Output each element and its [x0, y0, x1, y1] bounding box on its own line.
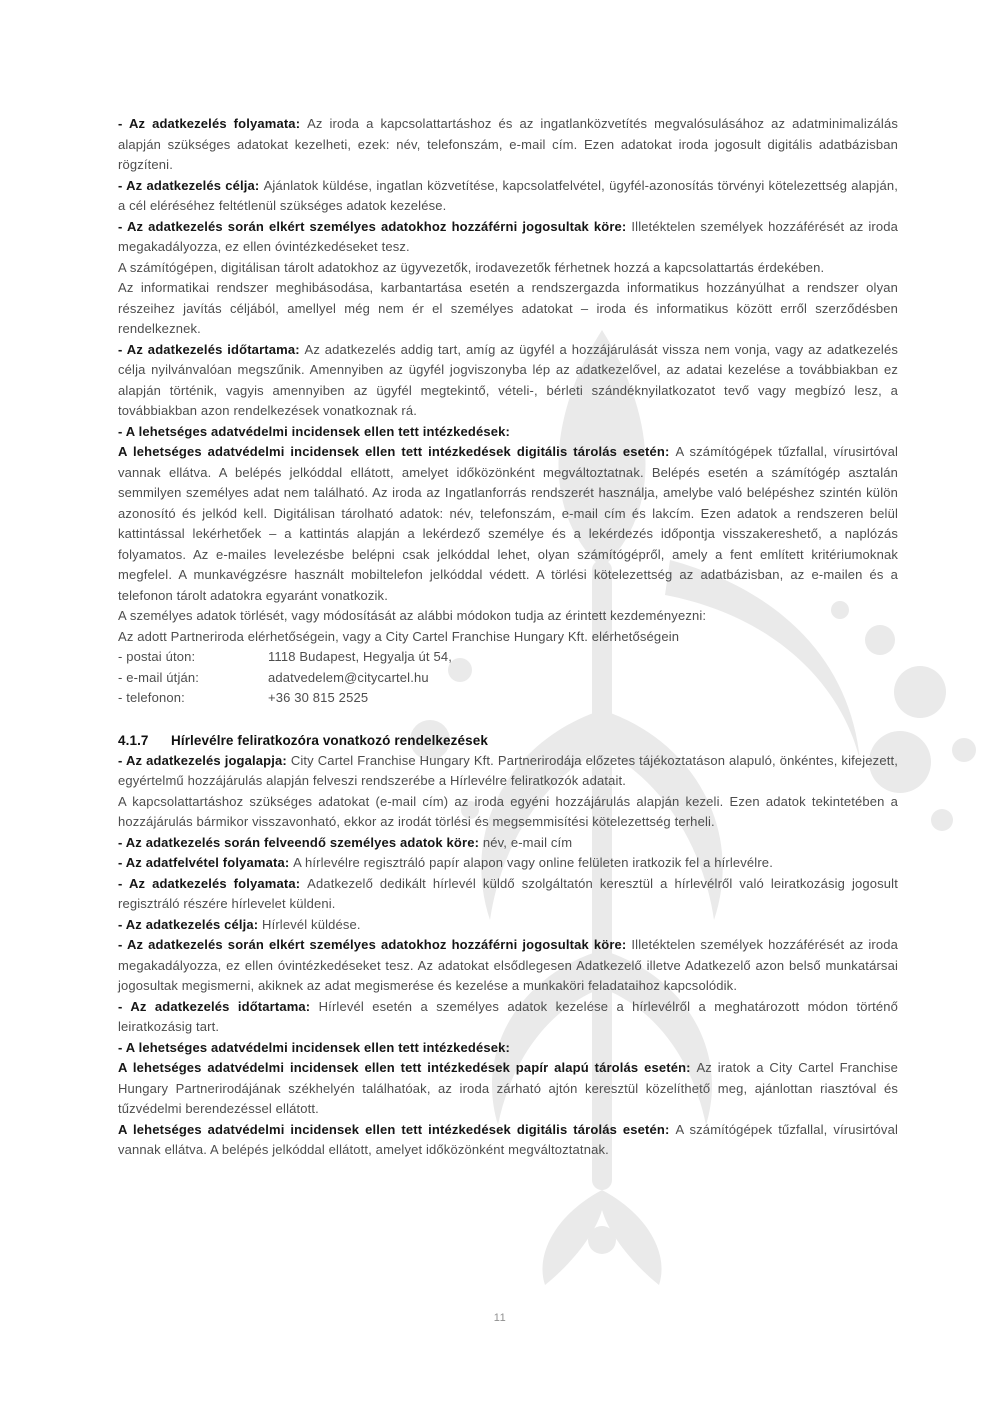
paragraph [118, 217, 898, 258]
section-title: Hírlevélre feliratkozóra vonatkozó rendelkezések [171, 732, 488, 748]
bold-text: - Az adatkezelés időtartama: [118, 998, 319, 1014]
body-text: A számítógépek tűzfallal, vírusirtóval vannak ellátva. A belépés jelkóddal ellátott, amelyet időközönként megváltoztatnak. Belépés esetén a számítógép asztalán semmilyen személyes adat nem található. Az iroda az Ingatlanforrás rendszerét használja, amelybe való belépéshez szintén külön azonosító és jelkód kell. Digitálisan tárolható adatok: név, telefonszám, e-mail cím és lakcím. Ezen adatok a rendszeren belül kattintással lekérhetőek – a kattintás alapján a lekérdező személye és a lekérdezés időpontja visszakereshető, a naplózás folyamatos. Az e-mailes levelezésbe belépni csak jelkóddal lehet, olyan számítógépről, amely a fent említett kritériumoknak megfelel. A munkavégzésre használt mobiltelefon jelkóddal védett. A törlési kötelezettség az adatbázisban, az e-mailen és a telefonon tárolt adatokra egyaránt vonatkozik. [118, 444, 898, 603]
paragraph [118, 340, 898, 422]
paragraph [118, 751, 898, 792]
body-text: Illetéktelen személyek hozzáférését az iroda megakadályozza, ez ellen óvintézkedéseket tesz. Az adatokat elsődlegesen Adatkezelő illetve Adatkezelő azon belső munkatársai jogosultak megismerni, akiknek az adat megismerése és kezelése a munkaköri feladataihoz kapcsolódik. [118, 937, 898, 993]
paragraph [118, 915, 898, 936]
body-text: név, e-mail cím [482, 834, 573, 850]
paragraph [118, 278, 898, 340]
contact-value: adatvedelem@citycartel.hu [268, 669, 429, 685]
paragraph [118, 1120, 898, 1161]
body-text: A személyes adatok törlését, vagy módosítását az alábbi módokon tudja az érintett kezdeményezni: [118, 608, 707, 623]
bold-text: - Az adatkezelés időtartama: [118, 341, 305, 357]
body-text: A számítógépek tűzfallal, vírusirtóval vannak ellátva. A belépés jelkóddal ellátott, amelyet időközönként megváltoztatnak. [118, 1121, 898, 1157]
section-heading [118, 730, 898, 751]
bold-text: - Az adatkezelés folyamata: [118, 116, 308, 131]
bold-text: A lehetséges adatvédelmi incidensek ellen tett intézkedések digitális tárolás esetén: [118, 1121, 676, 1137]
paragraph [118, 442, 898, 606]
paragraph [118, 627, 898, 648]
paragraph [118, 176, 898, 217]
bold-text: - Az adatkezelés folyamata: [118, 875, 308, 891]
body-text: Az adott Partneriroda elérhetőségein, vagy a City Cartel Franchise Hungary Kft. elérhetőségein [118, 628, 680, 644]
body-text: Hírlevél esetén a személyes adatok kezelése a hírlevélről a meghatározott módon történő leiratkozásig tart. [118, 998, 898, 1034]
body-text: Ajánlatok küldése, ingatlan közvetítése, kapcsolatfelvétel, ügyfél-azonosítás törvényi kötelezettség alapján, a cél eléréséhez feltétlenül szükséges adatok kezelése. [118, 177, 898, 213]
bold-text: A lehetséges adatvédelmi incidensek ellen tett intézkedések digitális tárolás esetén: [118, 444, 676, 459]
body-text: Adatkezelő dedikált hírlevél küldő szolgáltatón keresztül a hírlevélről való leiratkozásig jogosult regisztráló részére hírlevelet küldeni. [118, 875, 898, 911]
body-text: City Cartel Franchise Hungary Kft. Partnerirodája előzetes tájékoztatáson alapuló, önkéntes, kifejezett, egyértelmű hozzájárulás alapján felveszi rendszerébe a Hírlevélre feliratkozók adatait. [118, 752, 898, 788]
paragraph [118, 114, 898, 176]
paragraph [118, 1058, 898, 1120]
paragraph [118, 258, 898, 279]
bold-text: - A lehetséges adatvédelmi incidensek ellen tett intézkedések: [118, 423, 510, 439]
bold-text: - Az adatkezelés során elkért személyes adatokhoz hozzáférni jogosultak köre: [118, 218, 632, 234]
bold-text: - Az adatfelvétel folyamata: [118, 855, 294, 870]
body-text: Az informatikai rendszer meghibásodása, karbantartása esetén a rendszergazda informatikus hozzányúlhat a rendszer olyan részeihez javítás céljából, amellyel még nem ér el személyes adatokat – iroda és informatikus között erről szerződésben rendelkeznek. [118, 280, 898, 336]
bold-text: - Az adatkezelés során felveendő személyes adatok köre: [118, 834, 483, 850]
contact-row [118, 668, 898, 689]
paragraph [118, 833, 898, 854]
contact-row [118, 688, 898, 709]
bold-text: - Az adatkezelés célja: [118, 177, 264, 193]
paragraph [118, 997, 898, 1038]
paragraph [118, 606, 898, 627]
paragraph [118, 422, 898, 443]
contact-value: 1118 Budapest, Hegyalja út 54, [268, 649, 452, 664]
body-text: Az adatkezelés addig tart, amíg az ügyfél a hozzájárulását vissza nem vonja, vagy az adatkezelés célja nyilvánvalóan megszűnik. Amennyiben az ügyfél jogviszonyba lép az adatkezelővel, az adatai kezelése a továbbiakban ez alapján történik, vagyis amennyiben az ügyfél megtekintő, vételi-, bérleti szándéknyilatkozatot tevő vagy megbízó lesz, a továbbiakban azon rendelkezések vonatkoznak rá. [118, 341, 898, 418]
paragraph [118, 1038, 898, 1059]
body-text: A számítógépen, digitálisan tárolt adatokhoz az ügyvezetők, irodavezetők férhetnek hozzá a kapcsolattartás érdekében. [118, 259, 825, 275]
contact-row [118, 647, 898, 668]
body-text: Hírlevél küldése. [262, 916, 361, 932]
page-number: 11 [493, 1312, 507, 1324]
body-text: A hírlevélre regisztráló papír alapon vagy online felületen iratkozik fel a hírlevélre. [293, 855, 773, 870]
body-text: A kapcsolattartáshoz szükséges adatokat (e-mail cím) az iroda egyéni hozzájárulás alapján kezeli. Ezen adatok tekintetében a hozzájárulás bármikor visszavonható, ekkor az irodát törlési és megsemmisítési kötelezettség terheli. [118, 793, 898, 829]
contact-label: - postai úton: [118, 649, 196, 664]
bold-text: - Az adatkezelés célja: [118, 916, 263, 932]
bold-text: - Az adatkezelés jogalapja: [118, 752, 291, 768]
contact-value: +36 30 815 2525 [268, 690, 369, 705]
bold-text: A lehetséges adatvédelmi incidensek ellen tett intézkedések papír alapú tárolás esetén: [118, 1060, 697, 1075]
contact-label: - telefonon: [118, 690, 185, 705]
bold-text: - Az adatkezelés során elkért személyes adatokhoz hozzáférni jogosultak köre: [118, 937, 632, 952]
paragraph [118, 935, 898, 997]
body-text: Illetéktelen személyek hozzáférését az iroda megakadályozza, ez ellen óvintézkedéseket tesz. [118, 218, 898, 254]
paragraph [118, 874, 898, 915]
bold-text: - A lehetséges adatvédelmi incidensek ellen tett intézkedések: [118, 1039, 510, 1055]
body-text: Az iratok a City Cartel Franchise Hungary Partnerirodájának székhelyén találhatóak, az iroda zárható ajtón keresztül közelíthető meg, ajánlottan riasztóval és tűzvédelmi berendezéssel ellátott. [118, 1060, 899, 1116]
paragraph [118, 853, 898, 874]
section-number: 4.1.7 [118, 732, 149, 748]
document-content [118, 114, 898, 1161]
body-text: Az iroda a kapcsolattartáshoz és az ingatlanközvetítés megvalósulásához az adatminimalizálás alapján szükséges adatokat kezelheti, ezek: név, telefonszám, e-mail cím. Ezen adatokat iroda jogosult digitális adatbázisban rögzíteni. [118, 116, 898, 172]
contact-label: - e-mail útján: [118, 669, 199, 685]
paragraph [118, 792, 898, 833]
